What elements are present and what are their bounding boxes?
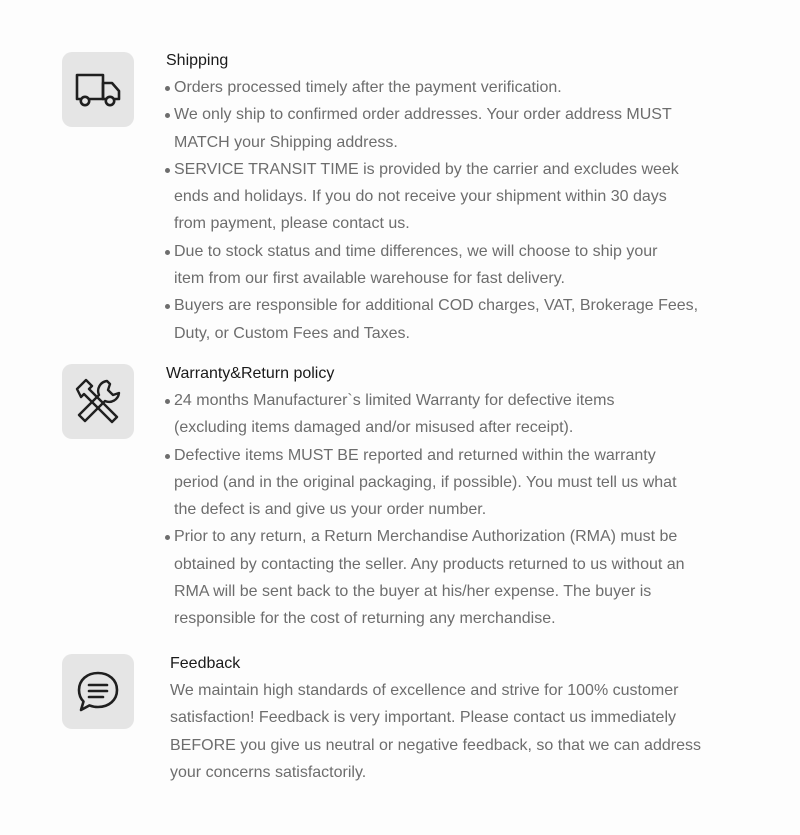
shipping-item: Due to stock status and time differences, we will choose to ship your item from our first available warehouse for fast delivery.: [164, 238, 724, 293]
warranty-list: [164, 387, 724, 633]
warranty-item: Prior to any return, a Return Merchandise Authorization (RMA) must be obtained by contacting the seller. Any products returned to us without an RMA will be sent back to the buyer at his/her expense. The buyer is responsible for the cost of returning any merchandise.: [164, 523, 724, 632]
shipping-item: SERVICE TRANSIT TIME is provided by the carrier and excludes week ends and holidays. If you do not receive your shipment within 30 days from payment, please contact us.: [164, 156, 724, 238]
shipping-item: Buyers are responsible for additional COD charges, VAT, Brokerage Fees, Duty, or Custom Fees and Taxes.: [164, 292, 724, 347]
shipping-list: [164, 74, 724, 347]
warranty-item: Defective items MUST BE reported and returned within the warranty period (and in the original packaging, if possible). You must tell us what the defect is and give us your order number.: [164, 442, 724, 524]
chat-bubble-icon: [74, 668, 122, 716]
warranty-icon-tile: [62, 364, 134, 439]
warranty-item: 24 months Manufacturer`s limited Warranty for defective items (excluding items damaged and/or misused after receipt).: [164, 387, 724, 442]
truck-icon: [73, 69, 123, 111]
warranty-title: Warranty&Return policy: [166, 365, 335, 382]
feedback-body: We maintain high standards of excellence and strive for 100% customer satisfaction! Feedback is very important. Please contact us immediately BEFORE you give us neutral or negative feedback, so that we can address your concerns satisfactorily.: [170, 682, 701, 781]
shipping-item: We only ship to confirmed order addresses. Your order address MUST MATCH your Shipping address.: [164, 101, 724, 156]
feedback-title: Feedback: [170, 655, 241, 672]
tools-icon: [71, 375, 125, 429]
shipping-icon-tile: [62, 52, 134, 127]
shipping-title: Shipping: [166, 52, 229, 69]
shipping-item: Orders processed timely after the payment verification.: [164, 74, 724, 101]
feedback-icon-tile: [62, 654, 134, 729]
